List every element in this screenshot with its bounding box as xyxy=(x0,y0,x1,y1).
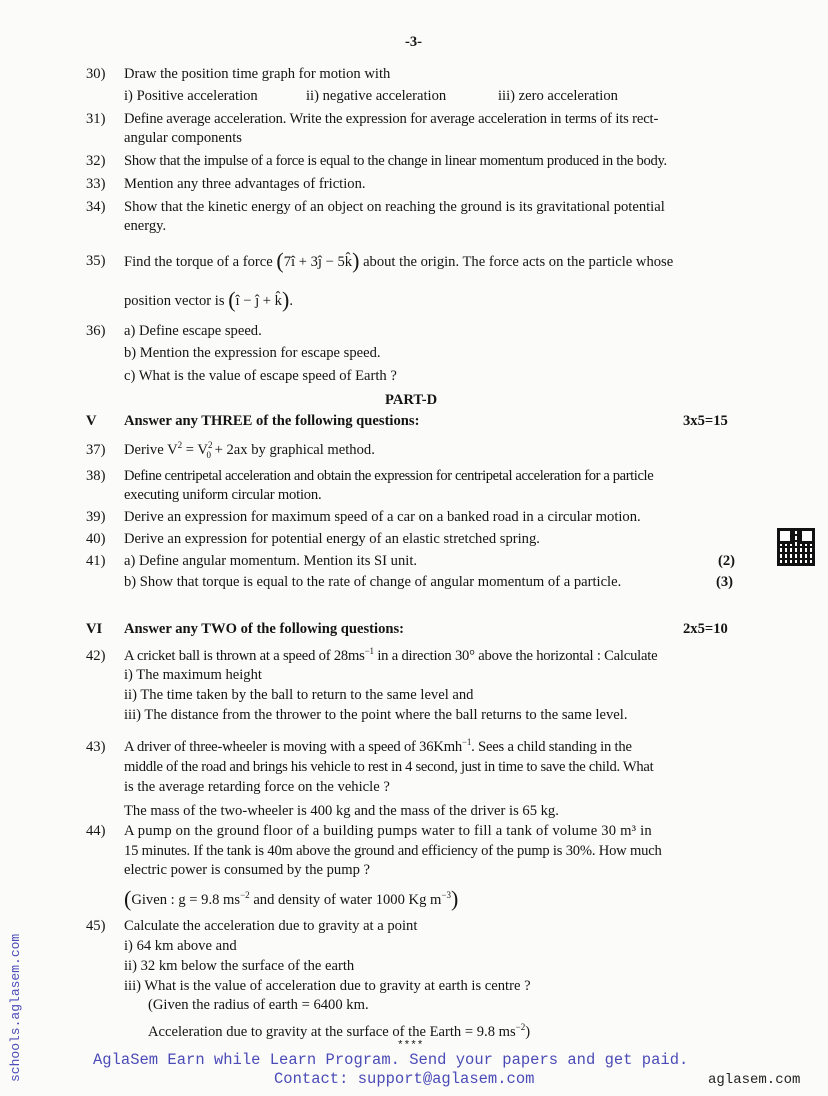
sub-question: iii) The distance from the thrower to the point where the ball returns to the same level. xyxy=(124,707,628,723)
question-text: Derive an expression for maximum speed of a car on a banked road in a circular motion. xyxy=(124,509,641,525)
part-heading: PART-D xyxy=(385,392,438,408)
question-number: 45) xyxy=(86,918,106,934)
given-data: (Given the radius of earth = 6400 km. xyxy=(148,997,369,1013)
question-text: Derive an expression for potential energy of an elastic stretched spring. xyxy=(124,531,540,547)
question-number: 44) xyxy=(86,823,106,839)
text-segment: Find the torque of a force xyxy=(124,254,273,270)
sub-question: i) 64 km above and xyxy=(124,938,237,954)
question-text: Find the torque of a force (7î + 3ĵ − 5k̂) about the origin. The force acts on the particle whose xyxy=(124,248,674,273)
text-segment: . xyxy=(289,293,293,309)
text-segment: in a direction 30° above the horizontal : Calculate xyxy=(377,648,658,664)
option-negative: ii) negative acceleration xyxy=(306,88,447,104)
speed-value: 28 xyxy=(333,648,349,664)
text-segment: . Sees a child standing in the xyxy=(471,739,632,755)
question-text-cont: energy. xyxy=(124,218,167,234)
side-watermark: schools.aglasem.com xyxy=(8,933,23,1082)
text-segment: by graphical method. xyxy=(251,442,375,458)
question-number: 41) xyxy=(86,553,106,569)
question-text: Show that the kinetic energy of an object on reaching the ground is its gravitational potential xyxy=(124,199,665,215)
sub-question: i) The maximum height xyxy=(124,667,262,683)
question-text: Mention any three advantages of friction. xyxy=(124,176,366,192)
sub-question: b) Show that torque is equal to the rate of change of angular momentum of a particle. xyxy=(124,574,622,590)
question-text: Calculate the acceleration due to gravity at a point xyxy=(124,918,418,934)
question-number: 32) xyxy=(86,153,106,169)
question-text: Define average acceleration. Write the expression for average acceleration in terms of its rect- xyxy=(124,111,659,127)
question-number: 34) xyxy=(86,199,106,215)
sub-question: ii) The time taken by the ball to return to the same level and xyxy=(124,687,474,703)
equation-symbol: V xyxy=(197,442,208,458)
question-number: 35) xyxy=(86,253,106,269)
given-data: Acceleration due to gravity at the surface of the Earth = 9.8 $ms^{-2}$) xyxy=(148,1022,531,1040)
question-number: 43) xyxy=(86,739,106,755)
text-segment: and density of water 1000 Kg m xyxy=(253,892,442,908)
speed-value: 36 xyxy=(419,739,434,755)
footer-site[interactable]: aglasem.com xyxy=(708,1072,801,1088)
sub-question: a) Define angular momentum. Mention its SI unit. xyxy=(124,553,418,569)
text-segment: about the origin. The force acts on the particle whose xyxy=(363,254,674,270)
text-segment: Derive xyxy=(124,442,164,458)
text-segment: ) xyxy=(525,1024,531,1040)
question-text: Draw the position time graph for motion with xyxy=(124,66,391,82)
sub-question: b) Mention the expression for escape speed. xyxy=(124,345,381,361)
question-text-cont: middle of the road and brings his vehicle to rest in 4 second, just in time to save the child. What xyxy=(124,759,654,775)
unit: ms xyxy=(348,648,365,664)
sub-question: iii) What is the value of acceleration due to gravity at earth is centre ? xyxy=(124,978,531,994)
sub-question: ii) 32 km below the surface of the earth xyxy=(124,958,355,974)
question-number: 33) xyxy=(86,176,106,192)
equation-term: + 2ax xyxy=(214,442,248,458)
question-text-cont: executing uniform circular motion. xyxy=(124,487,322,503)
marks-label: (3) xyxy=(716,574,734,590)
position-vector: î − ĵ + k̂ xyxy=(235,293,282,309)
question-number: 36) xyxy=(86,323,106,339)
section-marks: 3x5=15 xyxy=(683,413,728,429)
question-text: Show that the impulse of a force is equal to the change in linear momentum produced in the body. xyxy=(124,153,667,169)
page-number: -3- xyxy=(405,34,423,50)
text-segment: position vector is xyxy=(124,293,225,309)
question-number: 42) xyxy=(86,648,106,664)
question-number: 39) xyxy=(86,509,106,525)
unit: Kmh xyxy=(433,739,462,755)
section-instruction: Answer any TWO of the following questions: xyxy=(124,621,405,637)
end-mark: **** xyxy=(397,1040,424,1052)
question-text: A driver of three-wheeler is moving with a speed of 36Kmh$^{-1}$. Sees a child standing in the xyxy=(124,737,632,755)
question-text-cont: is the average retarding force on the vehicle ? xyxy=(124,779,390,795)
question-text-cont: The mass of the two-wheeler is 400 kg and the mass of the driver is 65 kg. xyxy=(124,803,559,819)
given-data: (Given : g = 9.8 $ms^{-2}$ and density of water 1000 Kg $m^{-3}$) xyxy=(124,886,459,911)
promo-banner: AglaSem Earn while Learn Program. Send your papers and get paid. xyxy=(93,1051,689,1069)
text-segment: A driver of three-wheeler is moving with a speed of xyxy=(124,739,416,755)
contact-link[interactable]: Contact: support@aglasem.com xyxy=(274,1070,535,1088)
question-number: 30) xyxy=(86,66,106,82)
text-segment: A cricket ball is thrown at a speed of xyxy=(124,648,331,664)
text-segment: Acceleration due to gravity at the surface of the Earth = 9.8 ms xyxy=(148,1024,516,1040)
question-number: 31) xyxy=(86,111,106,127)
equation-symbol: V xyxy=(167,442,178,458)
question-number: 40) xyxy=(86,531,106,547)
question-text-cont: electric power is consumed by the pump ? xyxy=(124,862,370,878)
section-roman: VI xyxy=(86,621,103,637)
option-positive: i) Positive acceleration xyxy=(124,88,258,104)
question-text: Define centripetal acceleration and obtain the expression for centripetal acceleration for a particle xyxy=(124,468,654,484)
option-zero: iii) zero acceleration xyxy=(498,88,618,104)
marks-label: (2) xyxy=(718,553,736,569)
question-text-cont: angular components xyxy=(124,130,242,146)
qr-code-icon xyxy=(777,528,815,566)
question-number: 38) xyxy=(86,468,106,484)
sub-question: a) Define escape speed. xyxy=(124,323,262,339)
force-vector: 7î + 3ĵ − 5k̂ xyxy=(283,254,353,270)
section-marks: 2x5=10 xyxy=(683,621,728,637)
question-number: 37) xyxy=(86,442,106,458)
question-text: A cricket ball is thrown at a speed of $28ms^{-1}$ in a direction 30° above the horizontal : Calculate xyxy=(124,646,658,664)
question-text-cont: 15 minutes. If the tank is 40m above the ground and efficiency of the pump is 30%. How much xyxy=(124,843,662,859)
question-text-cont: position vector is (î − ĵ + k̂). xyxy=(124,287,293,312)
section-instruction: Answer any THREE of the following questions: xyxy=(124,413,420,429)
question-text: Derive $V^2 = V^2_0 + 2ax$ by graphical method. xyxy=(124,440,375,460)
question-text: A pump on the ground floor of a building pumps water to fill a tank of volume 30 m³ in xyxy=(124,823,652,839)
sub-question: c) What is the value of escape speed of Earth ? xyxy=(124,368,397,384)
text-segment: Given : g = 9.8 ms xyxy=(131,892,241,908)
section-roman: V xyxy=(86,413,97,429)
